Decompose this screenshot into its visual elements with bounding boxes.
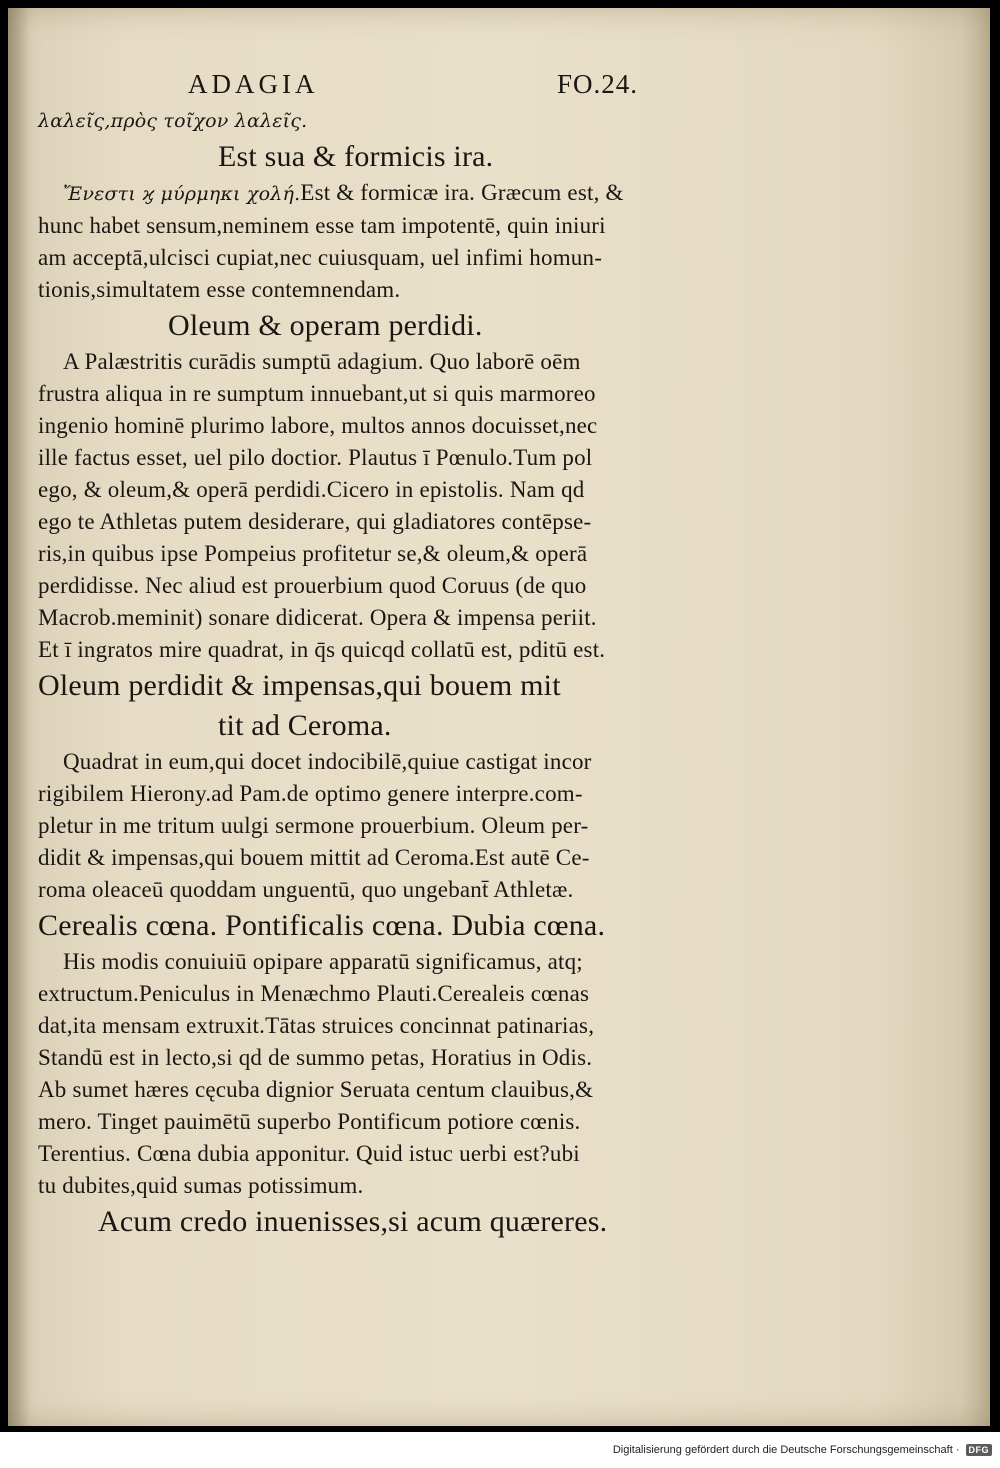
text-line: [38, 978, 698, 1010]
paragraph: [38, 346, 698, 666]
text-line: [38, 538, 698, 570]
dfg-logo: DFG: [966, 1444, 993, 1456]
footer-bar: [0, 1432, 1000, 1468]
text-line: [38, 1010, 698, 1042]
latin-text: dat,ita mensam extruxit.Tātas struices concinnat patinarias,: [38, 1013, 595, 1038]
latin-text: Standū est in lecto,si qd de summo petas, Horatius in Odis.: [38, 1045, 593, 1070]
running-head-title: ADAGIA: [188, 69, 319, 99]
running-head: [38, 64, 698, 104]
text-line: [38, 570, 698, 602]
folio-number: FO.24.: [556, 69, 638, 99]
latin-text: didit & impensas,qui bouem mittit ad Ceroma.Est autē Ce-: [38, 845, 590, 870]
latin-text: ego, & oleum,& operā perdidi.Cicero in epistolis. Nam qd: [38, 477, 585, 502]
body-content: [38, 104, 698, 1242]
page-text: [38, 64, 698, 1242]
latin-text: Terentius. Cœna dubia apponitur. Quid istuc uerbi est?ubi: [38, 1141, 580, 1166]
latin-text: His modis conuiuiū opipare apparatū significamus, atq;: [63, 949, 583, 974]
paragraph: [38, 946, 698, 1202]
text-line: [38, 634, 698, 666]
text-line: [38, 442, 698, 474]
latin-text: ille factus esset, uel pilo doctior. Plautus ī Pœnulo.Tum pol: [38, 445, 593, 470]
paragraph: [38, 746, 698, 906]
text-line: [38, 346, 698, 378]
latin-text: A Palæstritis curādis sumptū adagium. Quo laborē oēm: [63, 349, 581, 374]
text-line: [38, 1042, 698, 1074]
text-line: [38, 104, 698, 137]
latin-text: tu dubites,quid sumas potissimum.: [38, 1173, 364, 1198]
latin-text: am acceptā,ulcisci cupiat,nec cuiusquam, uel infimi homun-: [38, 245, 603, 270]
latin-text: ingenio hominē plurimo labore, multos annos docuisset,nec: [38, 413, 598, 438]
latin-text: extructum.Peniculus in Menæchmo Plauti.Cerealeis cœnas: [38, 981, 590, 1006]
latin-text: roma oleaceū quoddam unguentū, quo ungebant̄ Athletæ.: [38, 877, 574, 902]
latin-text: Macrob.meminit) sonare didicerat. Opera & impensa periit.: [38, 605, 597, 630]
text-line: [38, 1138, 698, 1170]
text-line: [38, 778, 698, 810]
text-line: [38, 746, 698, 778]
paragraph: [38, 104, 698, 137]
adage-heading: Cerealis cœna. Pontificalis cœna. Dubia cœna.: [38, 909, 606, 942]
latin-text: Et ī ingratos mire quadrat, in q̄s quicqd collatū est, pditū est.: [38, 637, 606, 662]
latin-text: ris,in quibus ipse Pompeius profitetur se,& oleum,& operā: [38, 541, 588, 566]
adage-heading: Oleum perdidit & impensas,qui bouem mit: [38, 669, 561, 702]
text-line: [38, 506, 698, 538]
latin-text: frustra aliqua in re sumptum innuebant,ut si quis marmoreo: [38, 381, 596, 406]
book-page: [8, 8, 990, 1426]
text-line: [38, 842, 698, 874]
text-line: [38, 242, 698, 274]
text-line: [38, 378, 698, 410]
adage-heading: tit ad Ceroma.: [218, 709, 392, 742]
text-line: [38, 1106, 698, 1138]
text-line: [38, 177, 698, 210]
gutter-shadow: [8, 8, 30, 1426]
text-line: [38, 1074, 698, 1106]
latin-text: ego te Athletas putem desiderare, qui gladiatores contēpse-: [38, 509, 592, 534]
latin-text: hunc habet sensum,neminem esse tam impotentē, quin iniuri: [38, 213, 606, 238]
text-line: [38, 474, 698, 506]
text-line: [38, 874, 698, 906]
text-line: [38, 1170, 698, 1202]
text-line: [38, 946, 698, 978]
adage-heading: Oleum & operam perdidi.: [168, 309, 483, 342]
paragraph: [38, 177, 698, 306]
adage-heading: Est sua & formicis ira.: [218, 140, 494, 173]
text-line: [38, 410, 698, 442]
latin-text: rigibilem Hierony.ad Pam.de optimo genere interpre.com-: [38, 781, 583, 806]
adage-heading: Acum credo inuenisses,si acum quæreres.: [98, 1205, 608, 1238]
text-line: [38, 810, 698, 842]
latin-text: pletur in me tritum uulgi sermone prouerbium. Oleum per-: [38, 813, 589, 838]
text-line: [38, 602, 698, 634]
greek-text: Ἔνεστι ϗ μύρμηκι χολή.: [63, 183, 301, 205]
latin-text: tionis,simultatem esse contemnendam.: [38, 277, 401, 302]
greek-text: λαλεῖς,πρὸς τοῖχον λαλεῖς.: [38, 110, 308, 132]
latin-text: mero. Tinget pauimētū superbo Pontificum potiore cœnis.: [38, 1109, 581, 1134]
text-line: [38, 274, 698, 306]
funding-credit: Digitalisierung gefördert durch die Deutsche Forschungsgemeinschaft ·: [612, 1444, 960, 1456]
latin-text: Ab sumet hæres cęcuba dignior Seruata centum clauibus,&: [38, 1077, 594, 1102]
text-line: [38, 210, 698, 242]
latin-text: perdidisse. Nec aliud est prouerbium quod Coruus (de quo: [38, 573, 587, 598]
latin-text: Quadrat in eum,qui docet indocibilē,quiue castigat incor: [63, 749, 592, 774]
latin-text: Est & formicæ ira. Græcum est, &: [300, 180, 624, 205]
